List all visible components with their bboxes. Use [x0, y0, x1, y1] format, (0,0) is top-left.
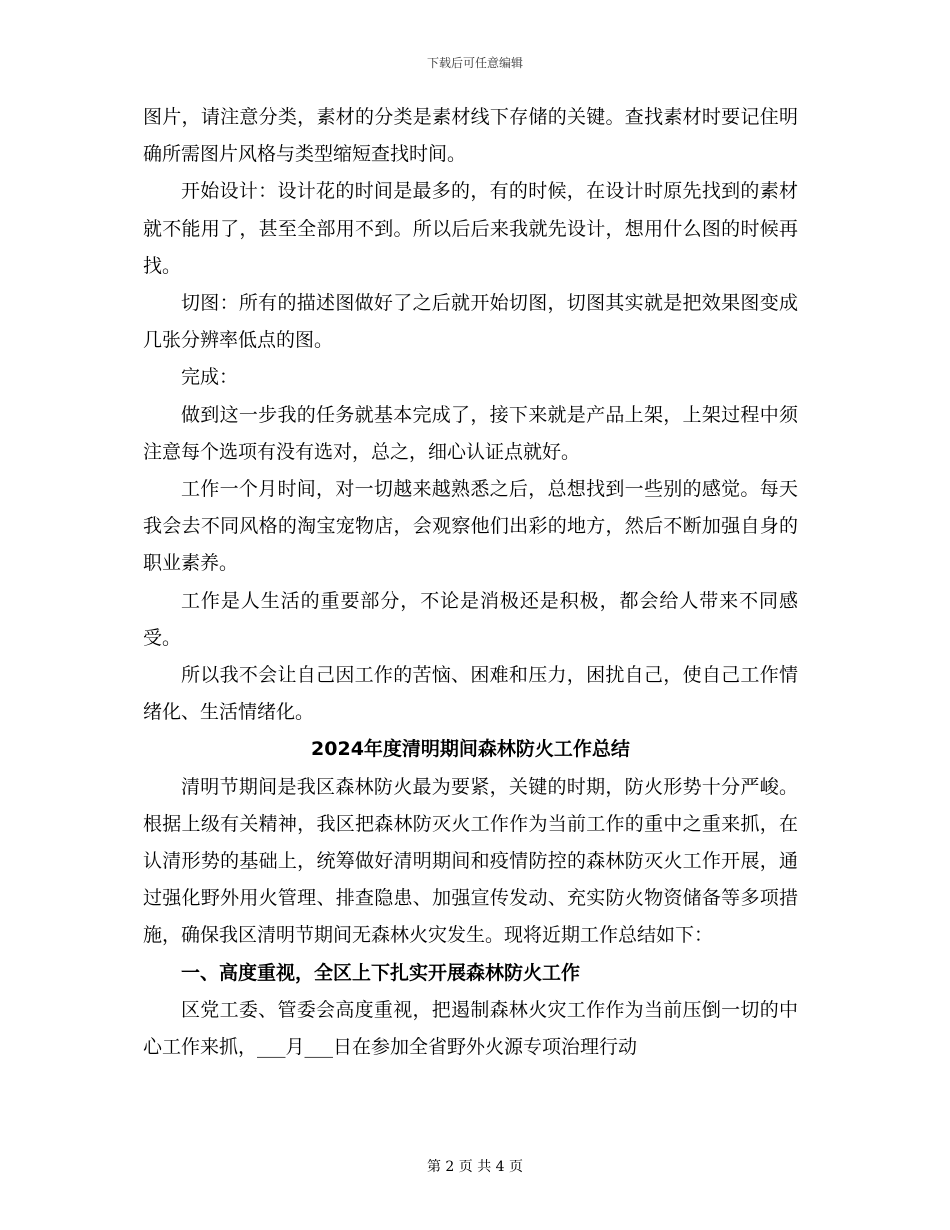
section-heading: 一、高度重视，全区上下扎实开展森林防火工作	[181, 961, 581, 984]
paragraph: 完成：	[181, 366, 239, 389]
paragraph: 切图：所有的描述图做好了之后就开始切图，切图其实就是把效果图变成几张分辨率低点的图。	[143, 292, 798, 352]
paragraph: 所以我不会让自己因工作的苦恼、困难和压力，困扰自己，使自己工作情绪化、生活情绪化。	[143, 664, 798, 724]
page-number-footer: 第 2 页 共 4 页	[426, 1159, 524, 1175]
document-body	[143, 99, 798, 1066]
paragraph: 区党工委、管委会高度重视，把遏制森林火灾工作作为当前压倒一切的中心工作来抓，___月___日在参加全省野外火源专项治理行动	[143, 998, 798, 1059]
page-header: 下载后可任意编辑	[426, 56, 523, 70]
paragraph: 清明节期间是我区森林防火最为要紧，关键的时期，防火形势十分严峻。根据上级有关精神，我区把森林防灭火工作作为当前工作的重中之重来抓，在认清形势的基础上，统筹做好清明期间和疫情防控的森林防灭火工作开展，通过强化野外用火管理、排查隐患、加强宣传发动、充实防火物资储备等多项措施，确保我区清明节期间无森林火灾发生。现将近期工作总结如下：	[143, 775, 798, 947]
paragraph: 图片，请注意分类，素材的分类是素材线下存储的关键。查找素材时要记住明确所需图片风格与类型缩短查找时间。	[143, 106, 798, 166]
paragraph: 工作一个月时间，对一切越来越熟悉之后，总想找到一些别的感觉。每天我会去不同风格的淘宝宠物店，会观察他们出彩的地方，然后不断加强自身的职业素养。	[143, 478, 798, 575]
paragraph: 做到这一步我的任务就基本完成了，接下来就是产品上架，上架过程中须注意每个选项有没有选对，总之，细心认证点就好。	[143, 403, 798, 463]
paragraph: 开始设计：设计花的时间是最多的，有的时候，在设计时原先找到的素材就不能用了，甚至全部用不到。所以后后来我就先设计，想用什么图的时候再找。	[143, 180, 798, 277]
document-title: 2024年度清明期间森林防火工作总结	[311, 738, 630, 761]
paragraph: 工作是人生活的重要部分，不论是消极还是积极，都会给人带来不同感受。	[143, 589, 798, 649]
